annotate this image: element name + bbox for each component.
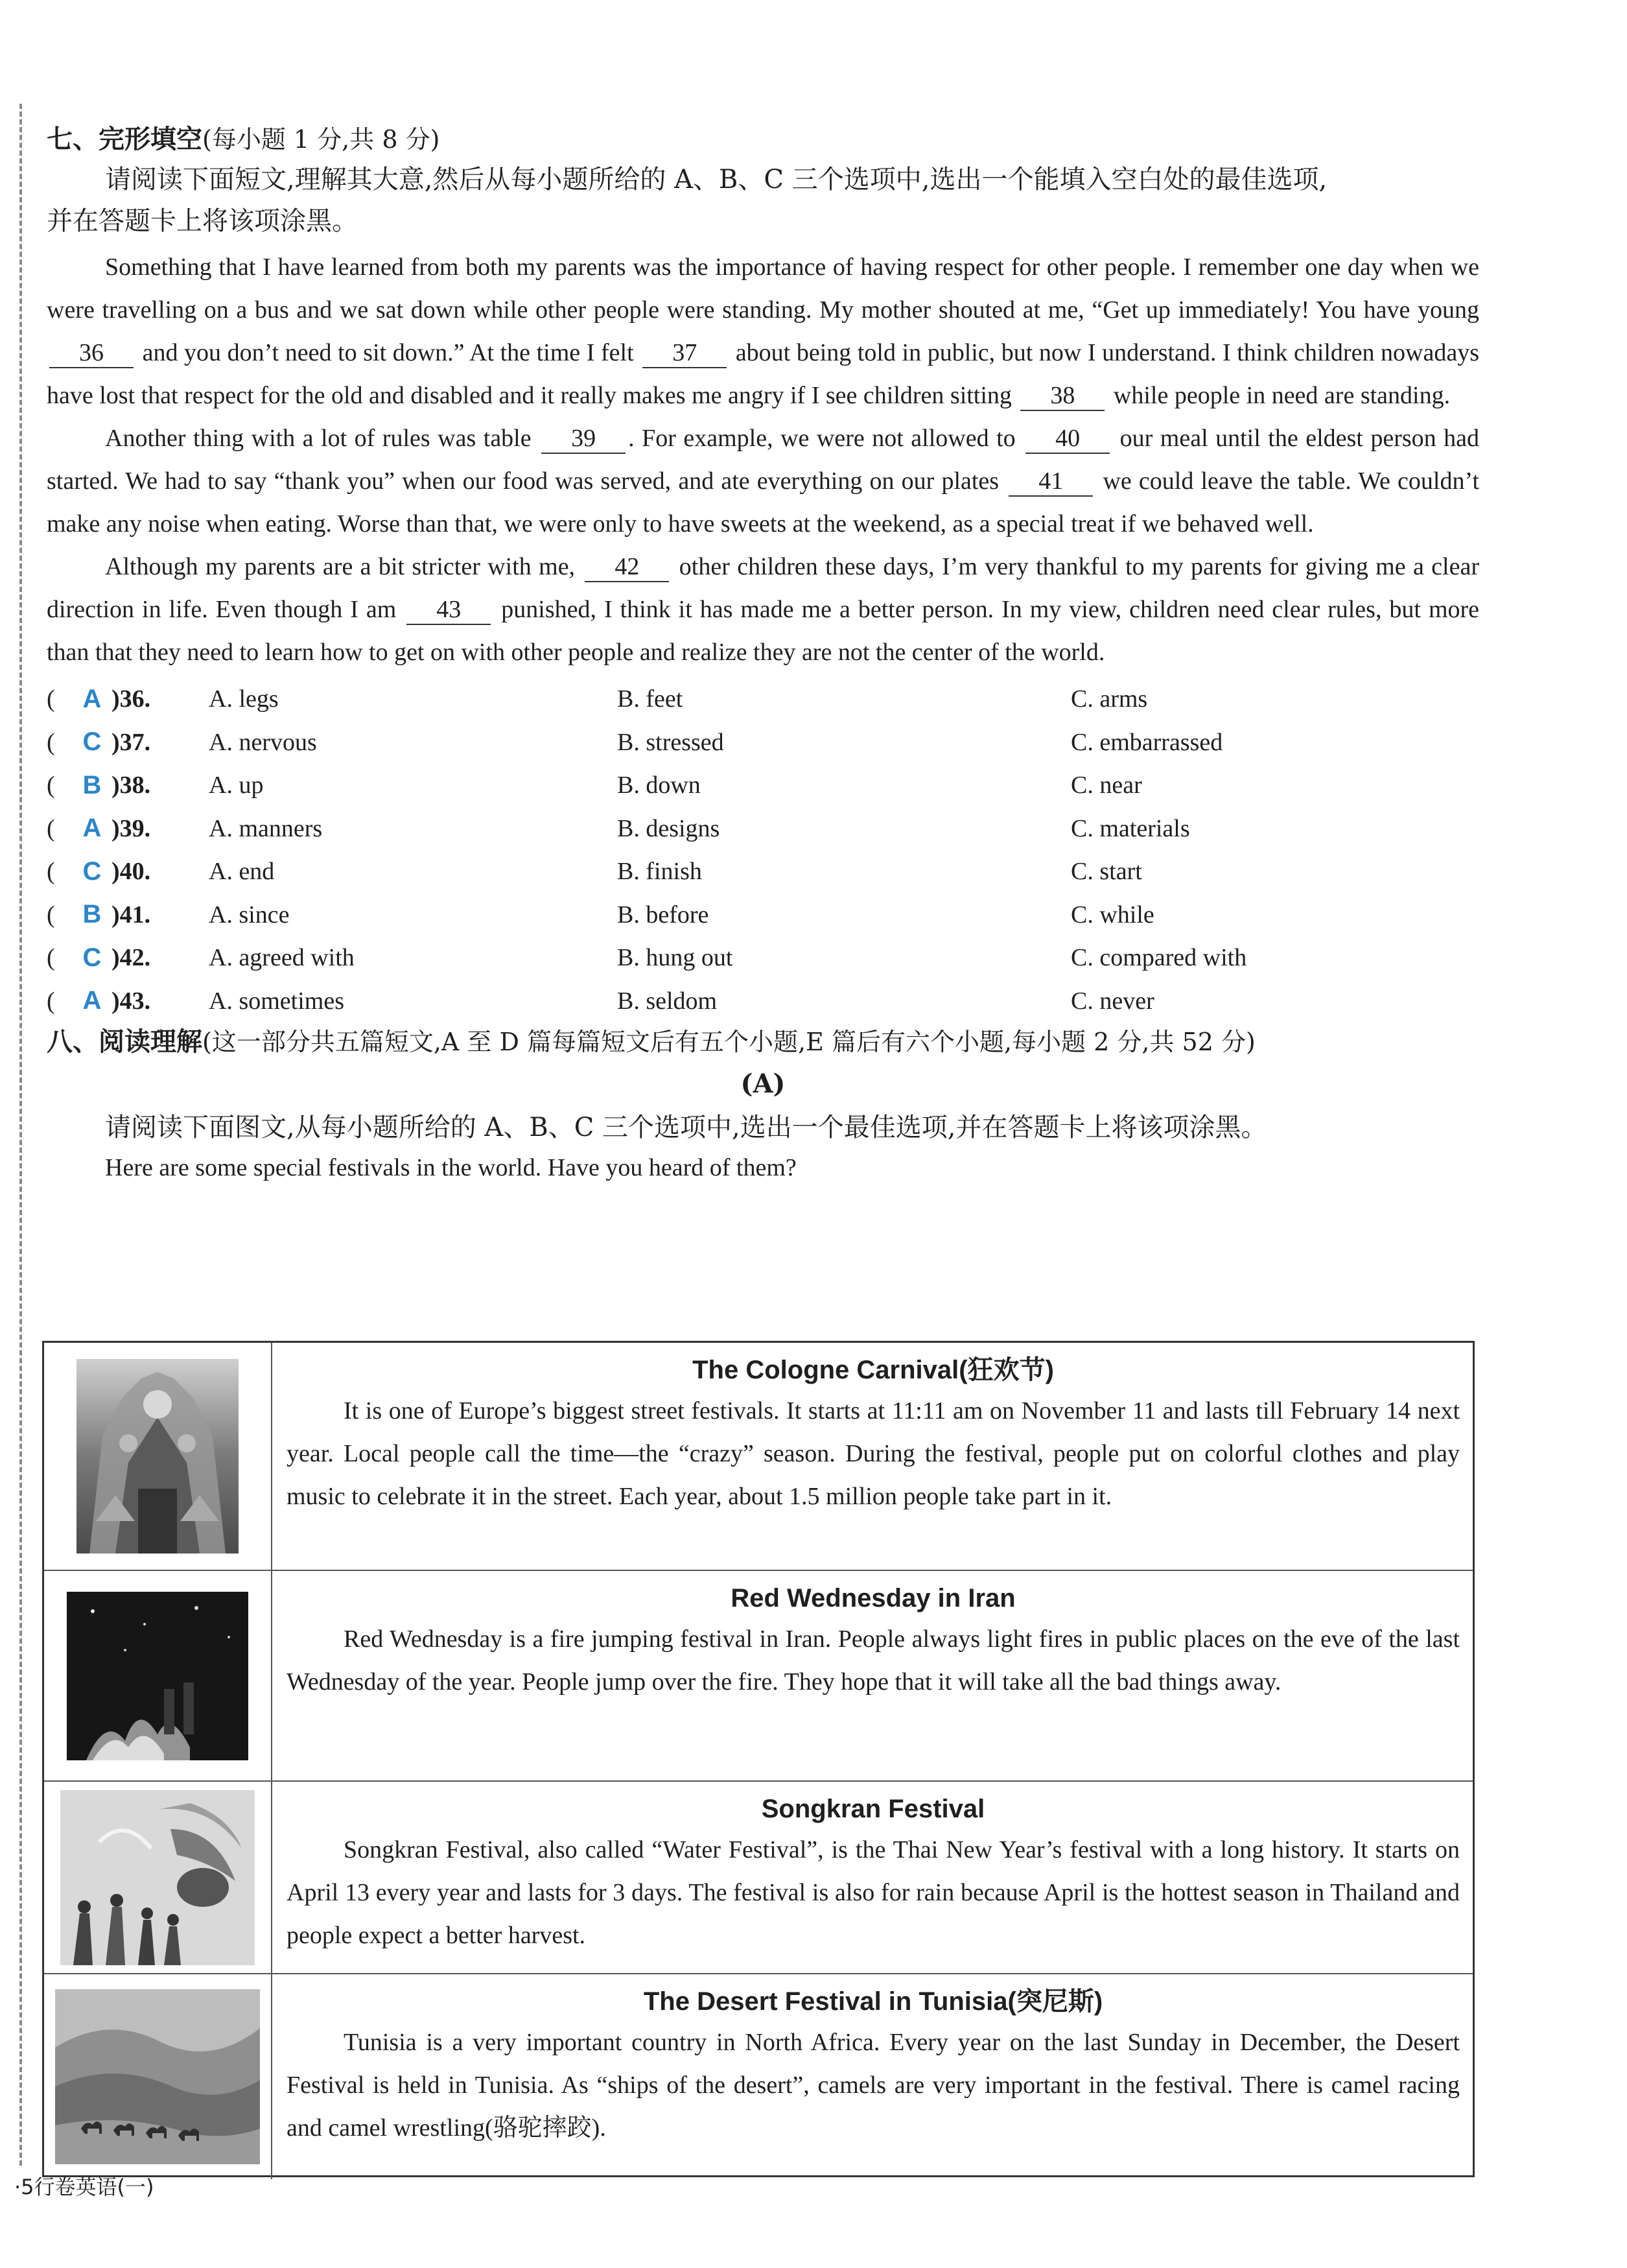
question-row [47, 807, 1479, 851]
cloze-blank: 37 [642, 338, 727, 368]
question-number: )36. [111, 685, 151, 713]
open-paren: ( [47, 685, 55, 713]
question-number: )38. [111, 772, 151, 799]
cloze-text: other children these days, I’m very thankful to my parents for giving me a clear direction in life. Even though I am [47, 553, 1479, 623]
cloze-text: while people in need are standing. [1113, 382, 1451, 409]
festival-title: Red Wednesday in Iran [731, 1584, 1016, 1612]
option-b: B. down [617, 772, 701, 799]
answer-mark: C [82, 943, 102, 972]
cloze-paragraph-1 [47, 246, 1479, 417]
answer-mark: A [82, 986, 102, 1015]
option-a: A. manners [209, 814, 323, 842]
option-c: C. start [1071, 858, 1142, 886]
question-row [47, 721, 1479, 764]
option-a: A. legs [209, 685, 279, 713]
section8-note: (这一部分共五篇短文,A 至 D 篇每篇短文后有五个小题,E 篇后有六个小题,每小题 2 分,共 52 分) [202, 1028, 1256, 1056]
option-b: B. finish [617, 858, 702, 886]
cloze-blank: 36 [49, 338, 134, 368]
option-a: A. nervous [209, 728, 317, 756]
option-a: A. up [209, 772, 264, 799]
open-paren: ( [47, 814, 55, 842]
content-area [47, 120, 1479, 1187]
answer-mark: B [82, 900, 102, 929]
festival-row [44, 1974, 1473, 2179]
cloze-text: our meal until the eldest person had started. We had to say “thank you” when our food was served, and ate everything on our plates [47, 425, 1480, 495]
question-row [47, 893, 1479, 937]
option-b: B. stressed [617, 728, 724, 756]
cloze-blank: 41 [1009, 467, 1093, 497]
festival-title: Songkran Festival [761, 1795, 985, 1823]
cloze-text: about being told in public, but now I understand. I think children nowadays have lost that respect for the old and disabled and it really makes me angry if I see children sitting [47, 339, 1480, 409]
festival-body: Tunisia is a very important country in North Africa. Every year on the last Sunday in December, the Desert Festival is held in Tunisia. As “ships of the desert”, camels are very important in the festival. There is camel racing and camel wrestling(骆驼摔跤). [287, 2029, 1460, 2142]
carnival-photo [76, 1359, 239, 1553]
festival-text-cell [272, 1343, 1473, 1570]
festival-image-cell [44, 1571, 272, 1780]
cloze-blank: 43 [406, 595, 491, 625]
option-a: A. sometimes [209, 987, 344, 1015]
festival-text-cell [272, 1974, 1473, 2179]
section8-title [47, 1022, 1479, 1061]
cloze-blank: 40 [1025, 424, 1110, 454]
option-b: B. seldom [617, 987, 718, 1015]
cloze-text: . For example, we were not allowed to [628, 425, 1016, 452]
festival-body: Red Wednesday is a fire jumping festival in Iran. People always light fires in public places on the eve of the last Wednesday of the year. People jump over the fire. They hope that it will take all the bad things away. [287, 1625, 1460, 1695]
section7-note: (每小题 1 分,共 8 分) [202, 125, 440, 154]
option-c: C. materials [1071, 814, 1190, 842]
question-row [47, 936, 1479, 980]
answer-mark: C [82, 856, 102, 886]
festival-body: Songkran Festival, also called “Water Festival”, is the Thai New Year’s festival with a long history. It starts on April 13 every year and lasts for 3 days. The festival is also for rain because April is the hottest season in Thailand and people expect a better harvest. [287, 1836, 1460, 1949]
festival-image-cell [44, 1974, 272, 2179]
cloze-text: punished, I think it has made me a better person. In my view, children need clear rules, but more than that they need to learn how to get on with other people and realize they are not the center of the world. [47, 596, 1480, 666]
cloze-paragraph-3 [47, 545, 1479, 674]
cloze-text: Another thing with a lot of rules was table [105, 425, 532, 452]
option-a: A. agreed with [209, 944, 355, 972]
answer-mark: B [82, 770, 102, 799]
cloze-blank: 38 [1020, 381, 1105, 411]
section7-instruction-1: 请阅读下面短文,理解其大意,然后从每小题所给的 A、B、C 三个选项中,选出一个能填入空白处的最佳选项, [105, 165, 1328, 195]
cloze-paragraph-2 [47, 417, 1479, 545]
cloze-text: Although my parents are a bit stricter with me, [105, 553, 576, 580]
fire-festival-photo [67, 1592, 248, 1760]
festival-row [44, 1343, 1473, 1571]
festival-table [42, 1341, 1475, 2177]
section7-heading: 七、完形填空 [47, 124, 202, 154]
option-c: C. never [1071, 987, 1154, 1015]
cloze-options-list [47, 678, 1479, 1022]
option-b: B. before [617, 901, 709, 928]
festival-title: The Cologne Carnival(狂欢节) [692, 1356, 1054, 1384]
passage-label: (A) [740, 1069, 786, 1099]
option-c: C. embarrassed [1071, 728, 1223, 756]
question-number: )40. [111, 858, 151, 886]
festival-text-cell [272, 1782, 1473, 1973]
festival-image-cell [44, 1782, 272, 1973]
open-paren: ( [47, 772, 55, 799]
water-festival-photo [60, 1790, 255, 1965]
option-a: A. end [209, 858, 275, 886]
cloze-blank: 42 [585, 552, 669, 582]
festival-body: It is one of Europe’s biggest street festivals. It starts at 11:11 am on November 11 and lasts till February 14 next year. Local people call the time—the “crazy” season. During the festival, people put on colorful clothes and play music to celebrate it in the street. Each year, about 1.5 million people take part in it. [287, 1397, 1460, 1510]
question-number: )37. [111, 728, 151, 756]
option-c: C. compared with [1071, 944, 1247, 972]
passage-intro: Here are some special festivals in the world. Have you heard of them? [105, 1154, 797, 1181]
section8-instruction: 请阅读下面图文,从每小题所给的 A、B、C 三个选项中,选出一个最佳选项,并在答题卡上将该项涂黑。 [105, 1113, 1267, 1142]
option-b: B. hung out [617, 944, 733, 972]
open-paren: ( [47, 728, 55, 756]
festival-row [44, 1782, 1473, 1974]
question-row [47, 764, 1479, 807]
option-c: C. near [1071, 772, 1142, 799]
option-a: A. since [209, 901, 290, 928]
festival-title: The Desert Festival in Tunisia(突尼斯) [643, 1987, 1103, 2016]
option-b: B. feet [617, 685, 683, 713]
binding-dashed-line [19, 104, 22, 2166]
open-paren: ( [47, 901, 55, 928]
festival-row [44, 1571, 1473, 1782]
question-number: )39. [111, 814, 151, 842]
open-paren: ( [47, 987, 55, 1015]
answer-mark: A [82, 684, 102, 713]
section7-title [47, 120, 1479, 159]
question-number: )43. [111, 987, 151, 1015]
festival-image-cell [44, 1343, 272, 1570]
question-number: )41. [111, 901, 151, 928]
answer-mark: C [82, 727, 102, 757]
cloze-blank: 39 [541, 424, 626, 454]
answer-mark: A [82, 814, 102, 843]
question-row [47, 678, 1479, 721]
option-b: B. designs [617, 814, 720, 842]
cloze-text: Something that I have learned from both my parents was the importance of having respect for other people. I remember one day when we were travelling on a bus and we sat down while other people were standing. My mother shouted at me, “Get up immediately! You have young [47, 254, 1479, 324]
question-number: )42. [111, 944, 151, 972]
open-paren: ( [47, 944, 55, 972]
page-footer: ·5行卷英语(一) [14, 2175, 154, 2199]
cloze-text: we could leave the table. We couldn’t make any noise when eating. Worse than that, we were only to have sweets at the weekend, as a special treat if we behaved well. [47, 467, 1480, 537]
festival-text-cell [272, 1571, 1473, 1780]
cloze-text: and you don’t need to sit down.” At the time I felt [142, 339, 634, 366]
question-row [47, 850, 1479, 893]
section8-heading: 八、阅读理解 [47, 1026, 202, 1057]
section7-instruction-2: 并在答题卡上将该项涂黑。 [47, 206, 358, 236]
desert-festival-photo [55, 1989, 260, 2164]
option-c: C. while [1071, 901, 1154, 928]
question-row [47, 980, 1479, 1023]
option-c: C. arms [1071, 685, 1148, 713]
open-paren: ( [47, 858, 55, 886]
